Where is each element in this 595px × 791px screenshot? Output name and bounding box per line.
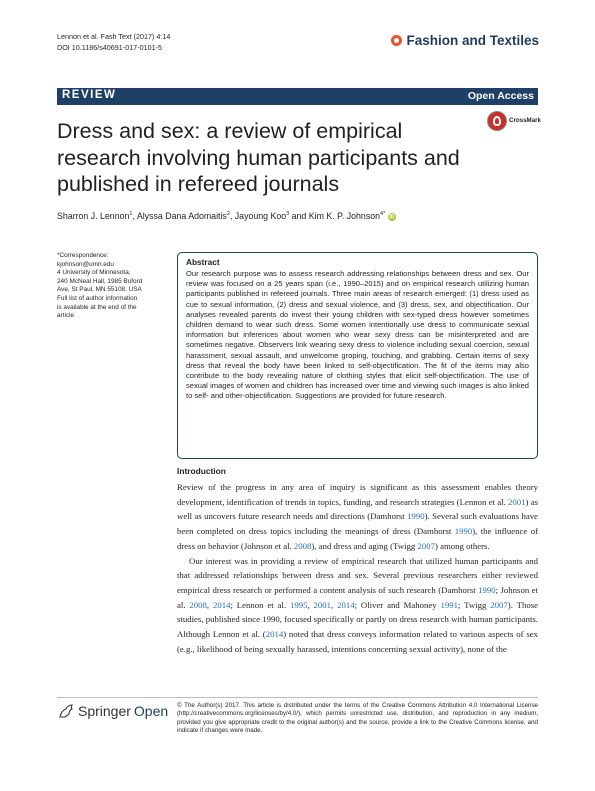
affiliation-line: Ave, St Paul, MN 55108, USA	[57, 286, 142, 294]
text-run: ). Several such evaluations have been completed on dress topics including the meanings of dress (Damhorst	[177, 511, 538, 537]
author-info-note: is available at the end of the	[57, 303, 137, 311]
citation-link[interactable]: 2014	[212, 599, 231, 610]
text-run: ; Lennon et al.	[230, 599, 290, 610]
affiliation-line: 240 McNeal Hall, 1985 Buford	[57, 277, 143, 285]
affiliation-mark: 1	[129, 211, 133, 218]
journal-logo-icon	[391, 35, 402, 46]
crossmark-icon	[487, 111, 507, 131]
text-run: ,	[206, 599, 213, 610]
author-separator: ,	[132, 211, 137, 221]
text-run: ), and dress and aging (Twigg	[311, 540, 418, 551]
text-run: ) among others.	[434, 540, 490, 551]
affiliation-mark: 3	[286, 211, 290, 218]
springer-horse-icon	[57, 703, 75, 719]
author-name: Kim K. P. Johnson	[308, 211, 381, 221]
text-run: ) noted that dress conveys information related to various aspects of sex (e.g., likelihood of being sexually harassed, intentions concerning sexual activity), none of the	[177, 629, 538, 654]
citation-link[interactable]: 2007	[490, 599, 508, 610]
citation-block	[57, 32, 170, 53]
article-title: Dress and sex: a review of empirical research involving human participants and published in refereed journals	[57, 119, 460, 196]
crossmark-badge[interactable]	[487, 111, 539, 131]
author-info-note: Full list of author information	[57, 294, 138, 302]
article-type-label: REVIEW	[62, 89, 117, 101]
author-info-note: article	[57, 312, 75, 320]
brand-springer: Springer	[78, 703, 131, 719]
journal-name: Fashion and Textiles	[406, 33, 539, 48]
text-run: ) as well as uncovers future research needs and directions (Damhorst	[177, 496, 538, 522]
citation-link[interactable]: 2001	[313, 599, 331, 610]
citation-link[interactable]: 2014	[265, 629, 284, 640]
text-run: ; Oliver and Mahoney	[354, 599, 441, 610]
citation-link[interactable]: 1995	[289, 599, 308, 610]
author-name: Sharron J. Lennon	[57, 211, 130, 221]
paragraph	[177, 554, 538, 657]
article-type-banner	[57, 88, 538, 105]
citation-link[interactable]: 1990	[454, 526, 473, 537]
citation-link[interactable]: 2008	[189, 599, 207, 610]
affiliation-mark: 4*	[380, 211, 386, 218]
section-heading: Introduction	[177, 466, 226, 476]
correspondence-label: *Correspondence:	[57, 252, 109, 259]
author-name: Alyssa Dana Adomaitis	[136, 211, 227, 221]
citation-link[interactable]: 2001	[508, 496, 526, 507]
license-text: © The Author(s) 2017. This article is distributed under the terms of the Creative Commons Attribution 4.0 International License (http://creativecommons.org/licenses/by/4.0/), which permits unrestricted use, distribution, and reproduction in any medium, provided you give appropriate credit to the original author(s) and the source, provide a link to the Creative Commons license, and indicate if changes were made.	[177, 702, 538, 734]
citation-link[interactable]: 2007	[417, 540, 435, 551]
citation-link[interactable]: 2008	[293, 540, 312, 551]
correspondence-email[interactable]: kjohnson@umn.edu	[57, 260, 114, 268]
text-run: ; Johnson et al.	[177, 584, 538, 610]
text-run: ,	[307, 599, 314, 610]
correspondence-note	[57, 252, 172, 321]
citation-link[interactable]: 1990	[478, 584, 496, 595]
journal-brand	[391, 33, 539, 48]
text-run: ). Those studies, published since 1990, focused specifically or partly on dress research with human participants. Although Lennon et al. (	[177, 599, 538, 640]
citation-link[interactable]: 1990	[407, 511, 425, 522]
text-run: Our interest was in providing a review of empirical research that utilized human participants and that addressed relationships between dress and sex. Several previous researchers either reviewed empirical dress research or performed a content analysis of such research (Damhorst	[177, 555, 538, 595]
crossmark-label: CrossMark	[509, 117, 541, 124]
body-text	[177, 480, 538, 656]
footer-divider	[57, 697, 538, 698]
citation-link[interactable]: 1991	[440, 599, 459, 610]
affiliation-mark: 2	[226, 211, 230, 218]
author-list	[57, 211, 396, 221]
text-run: ), the influence of dress on behavior (Johnson et al.	[177, 526, 538, 551]
abstract-text: Our research purpose was to assess research addressing relationships between dress and sex. Our review was focused on a 25 years span (i.e., 1990–2015) and on empirical research utilizing human participants published in refereed journals. Three main areas of research emerged: (1) dress used as cue to sexual information, (2) dress and sexual violence, and (3) dress, sex, and objectification. Our analyses revealed parents do invest their young children with sex-typed dress however sometimes children demand to wear such dress. Some women intentionally use dress to communicate sexual information but inferences about women who wear sexy dress can be misinterpreted and are sometimes negative. Observers link wearing sexy dress to violence including sexual coercion, sexual harassment, sexual assault, and unwelcome groping, touching, and grabbing. Certain items of sexy dress that reveal the body have been linked to self-objectification. The fit of the items may also contribute to the body revealing nature of clothing styles that elicit self-objectification. The use of sexual images of women and children has increased over time and viewing such images is also linked to self- and other-objectification. Suggestions are provided for future research.	[186, 269, 529, 401]
springer-open-logo	[57, 703, 168, 719]
text-run: ,	[331, 599, 338, 610]
abstract-box	[177, 252, 538, 459]
text-run: Review of the progress in any area of inquiry is significant as this assessment enables theory development, identification of trends in topics, funding, and research strategies (Lennon et al.	[177, 482, 538, 507]
author-separator: and	[289, 211, 309, 221]
author-separator: ,	[229, 211, 235, 221]
paragraph	[177, 480, 538, 554]
author-name: Jayoung Koo	[234, 211, 287, 221]
citation-link[interactable]: 2014	[337, 599, 355, 610]
brand-open: Open	[133, 703, 169, 719]
text-run: ; Twigg	[458, 599, 491, 610]
doi-line: DOI 10.1186/s40691-017-0101-5	[57, 42, 162, 52]
affiliation-line: 4 University of Minnesota,	[57, 269, 131, 277]
citation-line: Lennon et al. Fash Text (2017) 4:14	[57, 32, 171, 41]
orcid-icon[interactable]: iD	[389, 213, 395, 220]
abstract-heading: Abstract	[186, 257, 220, 267]
open-access-label: Open Access	[467, 90, 534, 102]
